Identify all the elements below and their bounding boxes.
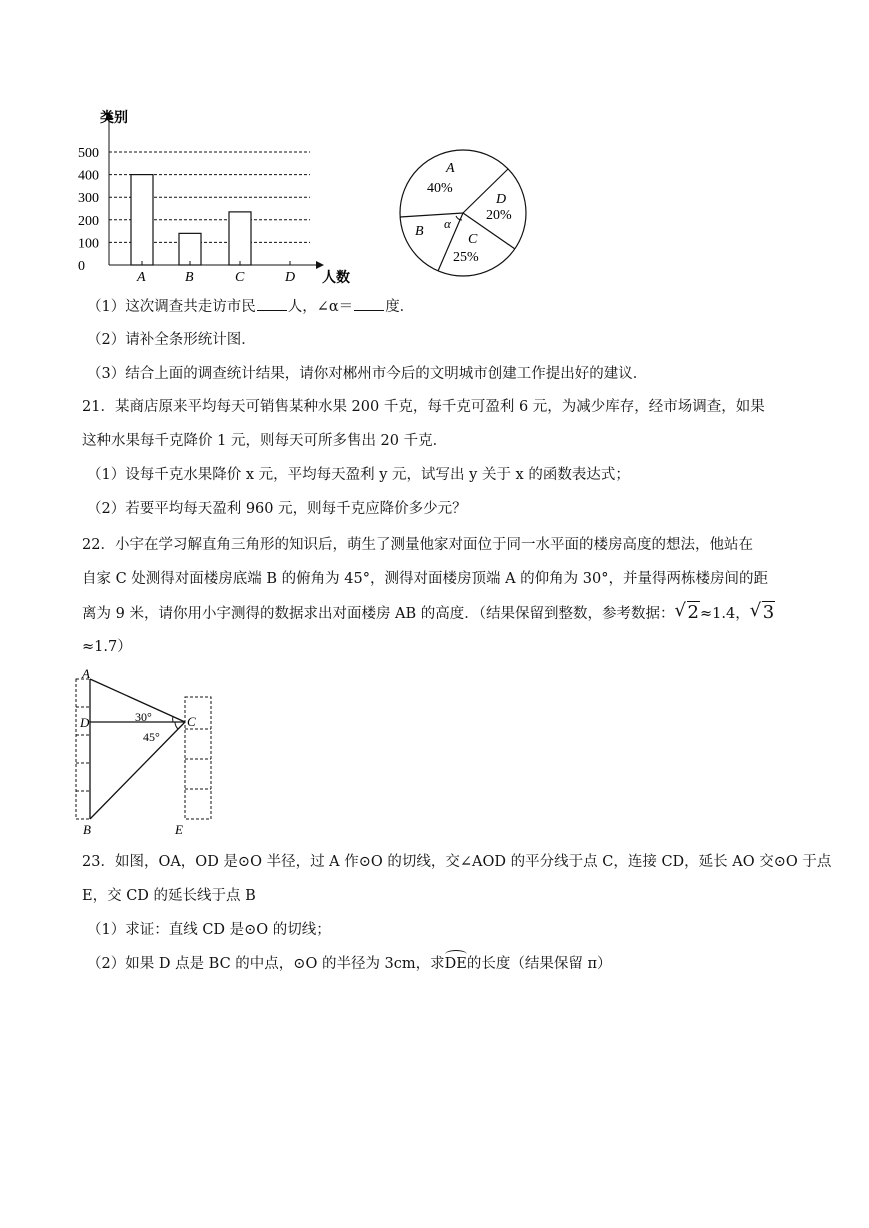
pie-pct-c: 25%: [453, 250, 479, 265]
category-label-A: A: [137, 270, 146, 285]
pie-pct-d: 20%: [486, 208, 512, 223]
y-tick-label: 400: [78, 168, 99, 184]
sqrt-2: √ 2: [674, 600, 699, 623]
sqrt-3: √ 3: [749, 600, 775, 623]
q22-line3: 离为 9 米，请你用小宇测得的数据求出对面楼房 AB 的高度．（结果保留到整数，参考数据： √ 2≈1.4， √ 3: [82, 600, 775, 623]
q21-line2: 这种水果每千克降价 1 元，则每天可所多售出 20 千克．: [82, 433, 448, 449]
q21-part1: （1）设每千克水果降价 x 元，平均每天盈利 y 元，试写出 y 关于 x 的函数表达式；: [87, 467, 630, 483]
bar-B: [179, 233, 201, 265]
q23-line2: E，交 CD 的延长线于点 B: [82, 888, 256, 904]
label-e: E: [175, 822, 183, 837]
left-building: [76, 679, 90, 819]
q23-line1: 23．如图，OA，OD 是⊙O 半径，过 A 作⊙O 的切线，交∠AOD 的平分线于点 C，连接 CD，延长 AO 交⊙O 于点: [82, 854, 832, 870]
q23-part2: （2）如果 D 点是 BC 的中点，⊙O 的半径为 3cm，求DE的长度（结果保留 π）: [87, 956, 612, 972]
label-b: B: [83, 822, 91, 837]
pie-chart: [393, 108, 533, 284]
category-label-B: B: [185, 270, 194, 285]
arc-de: DE: [444, 956, 467, 972]
pie-label-c: C: [468, 232, 478, 247]
pie-pct-a: 40%: [427, 181, 453, 196]
label-c: C: [187, 714, 196, 729]
y-axis-label: 类别: [100, 111, 128, 126]
y-tick-label: 300: [78, 191, 99, 207]
label-d: D: [80, 715, 90, 730]
angle-45-label: 45°: [143, 730, 160, 744]
answer-blank-count[interactable]: [257, 296, 287, 311]
q22-line4: ≈1.7）: [82, 639, 132, 655]
q20-part1: （1）这次调查共走访市民 人，∠α＝ 度．: [87, 296, 414, 317]
q20-part3: （3）结合上面的调查统计结果，请你对郴州市今后的文明城市创建工作提出好的建议．: [87, 366, 648, 382]
q21-line1: 21．某商店原来平均每天可销售某种水果 200 千克，每千克可盈利 6 元，为减少库存，经市场调查，如果: [82, 399, 765, 415]
label-a: A: [82, 667, 90, 681]
angle-30-label: 30°: [135, 710, 152, 724]
bar-C: [229, 212, 251, 265]
q21-part2: （2）若要平均每天盈利 960 元，则每千克应降价多少元？: [87, 501, 467, 517]
segment-bc: [90, 722, 185, 819]
answer-blank-angle[interactable]: [354, 296, 384, 311]
bar-chart: [78, 108, 358, 286]
pie-label-a: A: [446, 161, 455, 176]
x-axis-arrow: [316, 261, 324, 269]
building-figure: [73, 667, 218, 840]
x-axis-label: 人数: [322, 271, 350, 286]
pie-label-b: B: [415, 224, 424, 239]
q20-part2: （2）请补全条形统计图．: [87, 332, 256, 348]
q22-line1: 22．小宇在学习解直角三角形的知识后，萌生了测量他家对面位于同一水平面的楼房高度的想法，他站在: [82, 537, 753, 553]
y-tick-label: 0: [78, 259, 85, 274]
q23-part1: （1）求证：直线 CD 是⊙O 的切线；: [87, 922, 331, 938]
category-label-C: C: [235, 270, 245, 285]
category-label-D: D: [285, 270, 296, 285]
y-tick-label: 200: [78, 213, 99, 229]
q22-line2: 自家 C 处测得对面楼房底端 B 的俯角为 45°，测得对面楼房顶端 A 的仰角为 30°，并量得两栋楼房间的距: [82, 571, 768, 587]
pie-label-d: D: [496, 192, 507, 207]
bar-A: [131, 175, 153, 265]
y-tick-label: 500: [78, 146, 99, 161]
y-tick-label: 100: [78, 236, 99, 252]
pie-alpha-label: α: [444, 216, 451, 231]
